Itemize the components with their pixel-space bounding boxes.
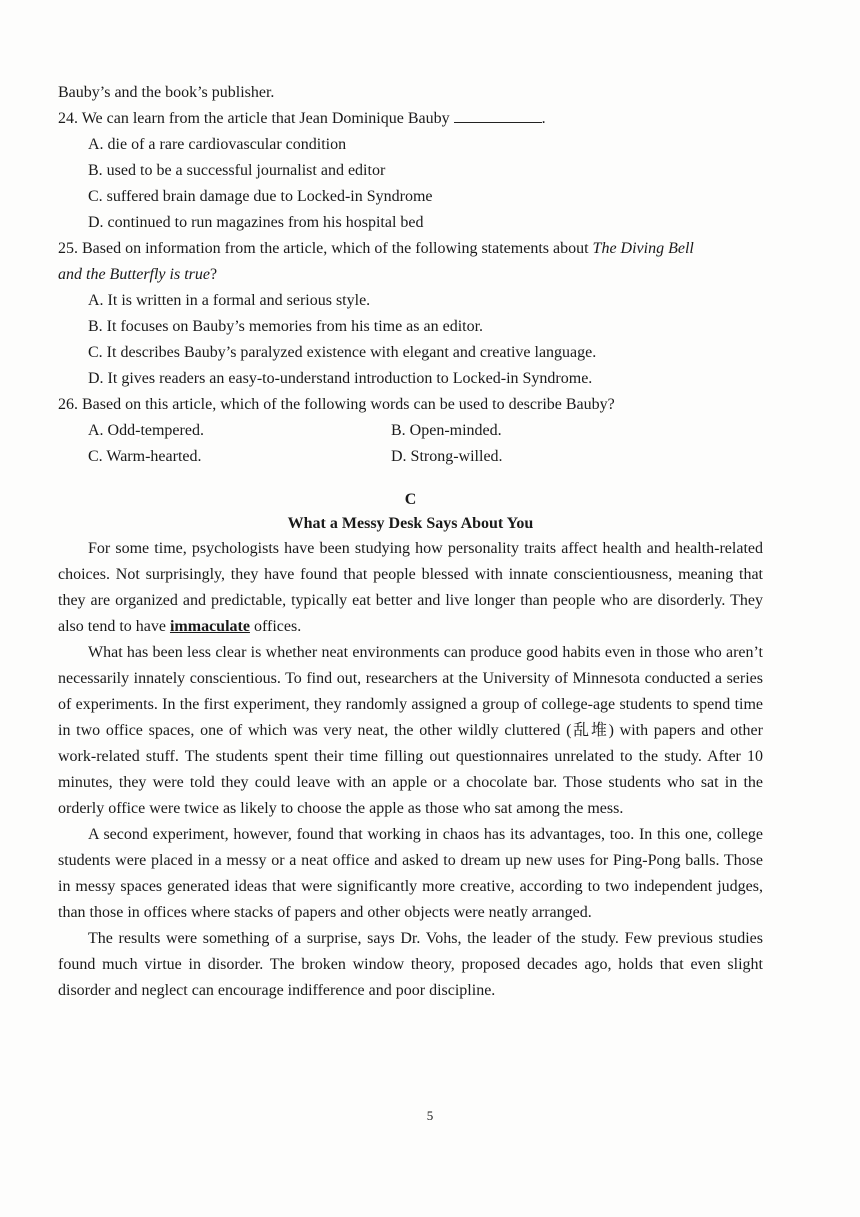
- question-stem: Based on information from the article, which of the following statements about: [82, 240, 589, 257]
- book-title-part-1: The Diving Bell: [592, 240, 694, 257]
- book-title-part-2: and the Butterfly is true: [58, 266, 210, 283]
- question-stem: We can learn from the article that Jean Dominique Bauby: [81, 110, 450, 127]
- question-number: 25.: [58, 240, 78, 257]
- page-content: [58, 80, 763, 1004]
- question-26: [58, 392, 763, 470]
- paragraph-3: A second experiment, however, found that working in chaos has its advantages, too. In this one, college students were placed in a messy or a neat office and asked to dream up new uses for Ping-Pong balls. Those in messy spaces generated ideas that were significantly more creative, according to two independent judges, than those in offices where stacks of papers and other objects were neatly arranged.: [58, 826, 763, 921]
- question-24-stem: [58, 106, 763, 132]
- question-25: [58, 236, 763, 392]
- paragraph-1-text: For some time, psychologists have been studying how personality traits affect health and health-related choices. Not surprisingly, they have found that people blessed with innate conscientiousness, meaning that they are organized and predictable, typically eat better and live longer than people who are disorderly. They also tend to have: [58, 540, 763, 635]
- answer-blank[interactable]: [454, 108, 542, 123]
- option-c: C. Warm-hearted.: [88, 448, 202, 465]
- option-b: B. used to be a successful journalist and editor: [88, 162, 386, 179]
- option-b: B. Open-minded.: [391, 422, 502, 439]
- option-d: D. continued to run magazines from his hospital bed: [88, 214, 424, 231]
- option-c: C. It describes Bauby’s paralyzed existence with elegant and creative language.: [88, 344, 597, 361]
- options-row-2: [58, 444, 763, 470]
- option-a: A. die of a rare cardiovascular condition: [88, 136, 347, 153]
- question-25-stem: [58, 236, 763, 288]
- stem-end: ?: [209, 266, 218, 283]
- passage-title: What a Messy Desk Says About You: [287, 515, 534, 532]
- option-d: D. Strong-willed.: [391, 448, 503, 465]
- option-b: B. It focuses on Bauby’s memories from his time as an editor.: [88, 318, 484, 335]
- question-24: [58, 106, 763, 236]
- paragraph-2: What has been less clear is whether neat environments can produce good habits even in those who aren’t necessarily innately conscientious. To find out, researchers at the University of Minnesota conducted a series of experiments. In the first experiment, they randomly assigned a group of college-age students to spend time in two office spaces, one of which was very neat, the other wildly cluttered (乱堆) with papers and other work-related stuff. The students spent their time filling out questionnaires unrelated to the study. After 10 minutes, they were told they could leave with an apple or a chocolate bar. Those students who sat in the orderly office were twice as likely to choose the apple as those who sat among the mess.: [58, 644, 763, 817]
- paragraph-1: [58, 536, 763, 640]
- question-number: 24.: [58, 110, 78, 127]
- question-number: 26.: [58, 396, 78, 413]
- stem-end: .: [541, 110, 546, 127]
- question-stem: Based on this article, which of the following words can be used to describe Bauby?: [82, 396, 615, 413]
- question-26-stem: [58, 392, 763, 418]
- options-row-1: [58, 418, 763, 444]
- option-a: A. Odd-tempered.: [88, 422, 204, 439]
- paragraph-1-end: offices.: [253, 618, 302, 635]
- carryover-text: Bauby’s and the book’s publisher.: [58, 84, 275, 101]
- option-a: A. It is written in a formal and serious style.: [88, 292, 371, 309]
- section-letter: C: [404, 491, 417, 508]
- option-d: D. It gives readers an easy-to-understand introduction to Locked-in Syndrome.: [88, 370, 593, 387]
- paragraph-4: The results were something of a surprise, says Dr. Vohs, the leader of the study. Few previous studies found much virtue in disorder. The broken window theory, proposed decades ago, holds that even slight disorder and neglect can encourage indifference and poor discipline.: [58, 930, 763, 999]
- page-number: 5: [426, 1108, 434, 1123]
- vocabulary-keyword: immaculate: [169, 618, 250, 635]
- option-c: C. suffered brain damage due to Locked-in Syndrome: [88, 188, 433, 205]
